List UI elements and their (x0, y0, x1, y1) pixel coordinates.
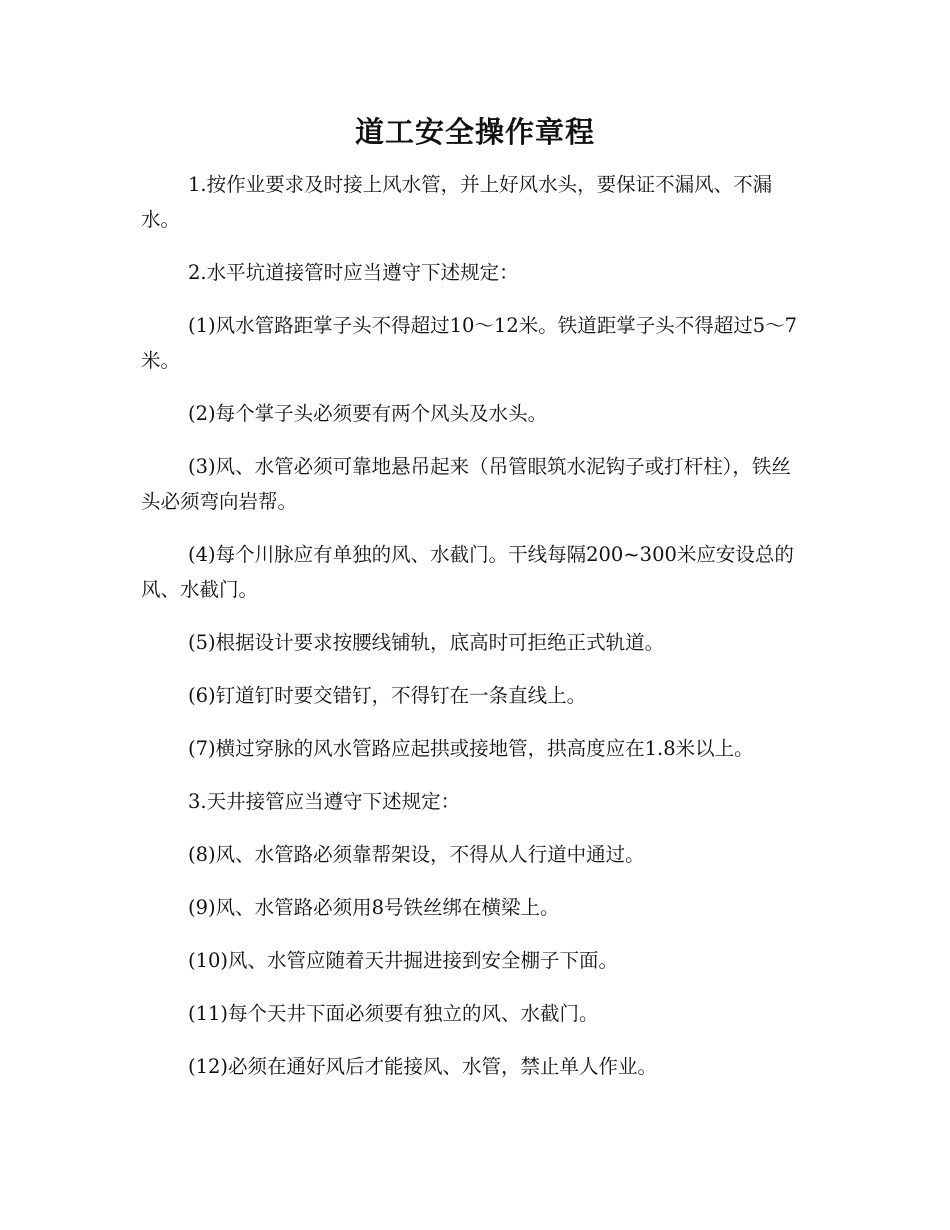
paragraph-4: (2)每个掌子头必须要有两个风头及水头。 (188, 402, 548, 425)
paragraph-5: (3)风、水管必须可靠地悬吊起来（吊管眼筑水泥钩子或打杆柱），铁丝头必须弯向岩帮。 (141, 455, 791, 513)
paragraph-7: (5)根据设计要求按腰线铺轨，底高时可拒绝正式轨道。 (188, 631, 665, 654)
paragraph-3: (1)风水管路距掌子头不得超过10～12米。铁道距掌子头不得超过5～7米。 (141, 314, 798, 372)
paragraph-9: (7)横过穿脉的风水管路应起拱或接地管，拱高度应在1.8米以上。 (188, 737, 754, 760)
paragraph-15: (12)必须在通好风后才能接风、水管，禁止单人作业。 (188, 1055, 658, 1078)
paragraph-2: 2.水平坑道接管时应当遵守下述规定： (188, 261, 519, 284)
paragraph-11: (8)风、水管路必须靠帮架设，不得从人行道中通过。 (188, 843, 645, 866)
paragraph-14: (11)每个天井下面必须要有独立的风、水截门。 (188, 1002, 599, 1025)
document-body (141, 167, 806, 1102)
document-title: 道工安全操作章程 (354, 115, 595, 149)
paragraph-8: (6)钉道钉时要交错钉，不得钉在一条直线上。 (188, 684, 587, 707)
paragraph-6: (4)每个川脉应有单独的风、水截门。干线每隔200~300米应安设总的风、水截门。 (141, 543, 794, 601)
paragraph-13: (10)风、水管应随着天井掘进接到安全棚子下面。 (188, 949, 619, 972)
paragraph-12: (9)风、水管路必须用8号铁丝绑在横梁上。 (188, 896, 560, 919)
paragraph-1: 1.按作业要求及时接上风水管，并上好风水头，要保证不漏风、不漏水。 (141, 173, 773, 231)
paragraph-10: 3.天井接管应当遵守下述规定： (188, 790, 461, 813)
